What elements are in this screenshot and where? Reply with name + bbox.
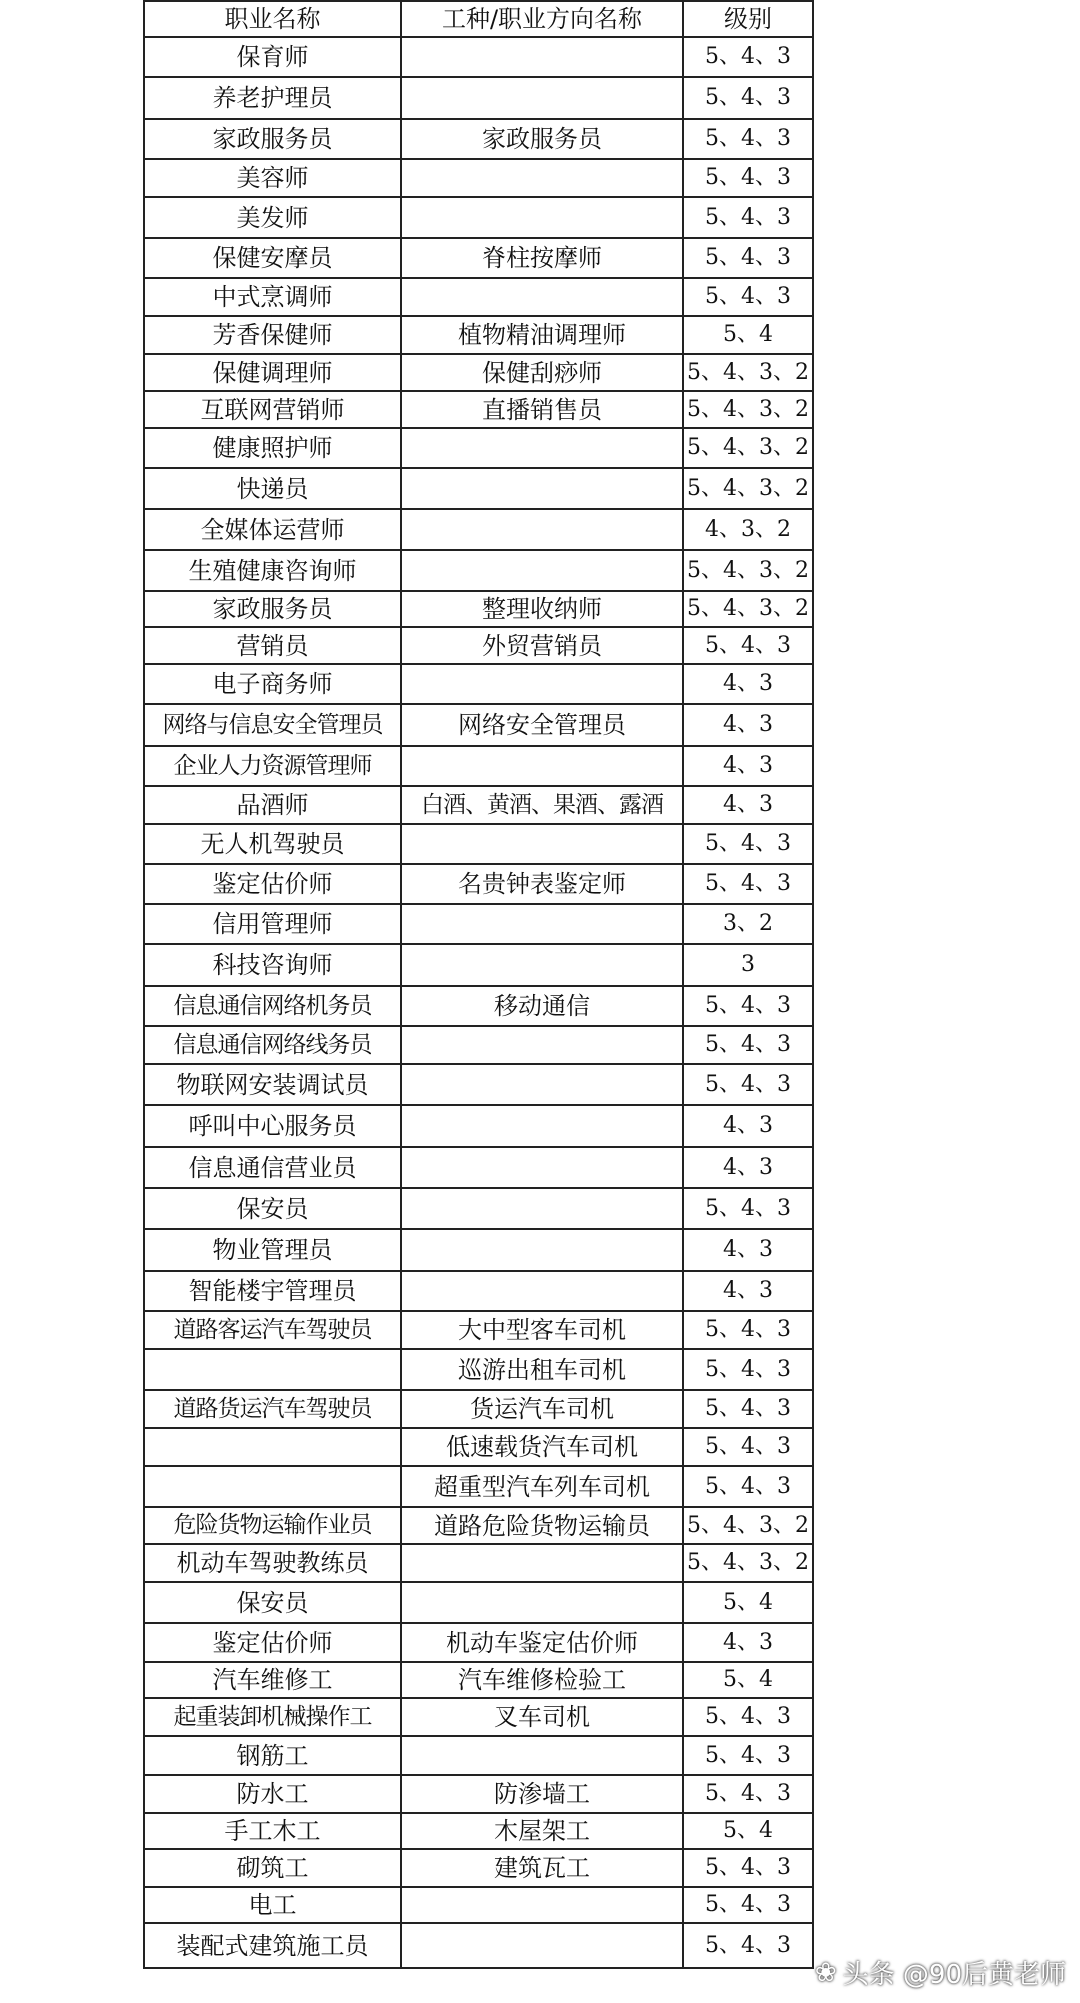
occupation-name-cell: 呼叫中心服务员 <box>144 1105 401 1147</box>
job-direction-cell: 白酒、黄酒、果酒、露酒 <box>401 786 683 824</box>
table-row <box>144 197 813 238</box>
level-cell: 5、4、3 <box>683 197 813 238</box>
job-direction-cell <box>401 278 683 316</box>
table-row <box>144 1466 813 1507</box>
table-row <box>144 1736 813 1775</box>
level-cell: 5、4、3 <box>683 864 813 904</box>
occupation-name-cell: 智能楼宇管理员 <box>144 1271 401 1311</box>
table-row <box>144 664 813 704</box>
level-cell: 4、3、2 <box>683 509 813 550</box>
occupation-name-cell: 物联网安装调试员 <box>144 1064 401 1105</box>
table-row <box>144 1887 813 1923</box>
table-row <box>144 864 813 904</box>
job-direction-cell: 移动通信 <box>401 986 683 1026</box>
occupation-name-cell: 快递员 <box>144 468 401 509</box>
occupation-name-cell: 鉴定估价师 <box>144 1623 401 1662</box>
job-direction-cell <box>401 1105 683 1147</box>
table-row <box>144 1105 813 1147</box>
job-direction-cell: 名贵钟表鉴定师 <box>401 864 683 904</box>
occupation-name-cell: 信息通信营业员 <box>144 1147 401 1188</box>
occupation-name-cell: 无人机驾驶员 <box>144 824 401 864</box>
level-cell: 5、4、3、2 <box>683 591 813 627</box>
occupation-name-cell: 芳香保健师 <box>144 316 401 354</box>
table-row <box>144 1544 813 1582</box>
occupation-name-cell: 家政服务员 <box>144 591 401 627</box>
level-cell: 5、4 <box>683 1813 813 1849</box>
job-direction-cell <box>401 159 683 197</box>
job-direction-cell <box>401 550 683 591</box>
table-row <box>144 1064 813 1105</box>
table-row <box>144 509 813 550</box>
level-cell: 5、4 <box>683 1662 813 1698</box>
occupation-name-cell: 科技咨询师 <box>144 944 401 986</box>
job-direction-cell: 植物精油调理师 <box>401 316 683 354</box>
job-direction-cell <box>401 468 683 509</box>
occupation-name-cell: 鉴定估价师 <box>144 864 401 904</box>
level-cell: 5、4、3 <box>683 824 813 864</box>
job-direction-cell: 家政服务员 <box>401 119 683 159</box>
level-cell: 5、4、3 <box>683 1349 813 1390</box>
level-cell: 4、3 <box>683 1229 813 1271</box>
job-direction-cell <box>401 1887 683 1923</box>
job-direction-cell: 建筑瓦工 <box>401 1849 683 1887</box>
level-cell: 3 <box>683 944 813 986</box>
job-direction-cell <box>401 746 683 786</box>
job-direction-cell: 木屋架工 <box>401 1813 683 1849</box>
table-row <box>144 627 813 664</box>
table-row <box>144 986 813 1026</box>
occupation-name-cell: 保安员 <box>144 1582 401 1623</box>
table-row <box>144 550 813 591</box>
job-direction-cell <box>401 37 683 77</box>
job-direction-cell: 外贸营销员 <box>401 627 683 664</box>
occupation-name-cell: 砌筑工 <box>144 1849 401 1887</box>
job-direction-cell: 道路危险货物运输员 <box>401 1507 683 1544</box>
occupation-name-cell: 电工 <box>144 1887 401 1923</box>
occupation-name-cell: 道路客运汽车驾驶员 <box>144 1311 401 1349</box>
job-direction-cell: 防渗墙工 <box>401 1775 683 1813</box>
level-cell: 5、4、3 <box>683 119 813 159</box>
level-cell: 5、4、3 <box>683 1188 813 1229</box>
occupation-name-cell: 起重装卸机械操作工 <box>144 1698 401 1736</box>
level-cell: 5、4 <box>683 1582 813 1623</box>
occupation-name-cell: 防水工 <box>144 1775 401 1813</box>
table-row <box>144 1623 813 1662</box>
level-cell: 5、4、3、2 <box>683 550 813 591</box>
job-direction-cell: 货运汽车司机 <box>401 1390 683 1428</box>
occupation-name-cell <box>144 1428 401 1466</box>
job-direction-cell <box>401 1582 683 1623</box>
job-direction-cell <box>401 428 683 468</box>
job-direction-cell <box>401 824 683 864</box>
occupation-name-cell: 保健调理师 <box>144 354 401 391</box>
occupation-name-cell: 中式烹调师 <box>144 278 401 316</box>
occupation-name-cell: 保安员 <box>144 1188 401 1229</box>
occupation-name-cell: 生殖健康咨询师 <box>144 550 401 591</box>
occupation-name-cell: 道路货运汽车驾驶员 <box>144 1390 401 1428</box>
level-cell: 4、3 <box>683 1105 813 1147</box>
level-cell: 5、4、3 <box>683 1311 813 1349</box>
occupation-name-cell: 危险货物运输作业员 <box>144 1507 401 1544</box>
level-cell: 4、3 <box>683 664 813 704</box>
level-cell: 5、4、3 <box>683 1849 813 1887</box>
level-cell: 4、3 <box>683 704 813 746</box>
job-direction-cell: 机动车鉴定估价师 <box>401 1623 683 1662</box>
header-job-direction: 工种/职业方向名称 <box>401 1 683 37</box>
level-cell: 4、3 <box>683 746 813 786</box>
job-direction-cell <box>401 944 683 986</box>
occupation-name-cell: 美发师 <box>144 197 401 238</box>
occupation-name-cell: 养老护理员 <box>144 77 401 119</box>
level-cell: 4、3 <box>683 1623 813 1662</box>
occupation-name-cell: 保健安摩员 <box>144 238 401 278</box>
job-direction-cell: 直播销售员 <box>401 391 683 428</box>
job-direction-cell: 低速载货汽车司机 <box>401 1428 683 1466</box>
table-row <box>144 1582 813 1623</box>
job-direction-cell <box>401 509 683 550</box>
job-direction-cell: 叉车司机 <box>401 1698 683 1736</box>
job-direction-cell: 巡游出租车司机 <box>401 1349 683 1390</box>
table-row <box>144 428 813 468</box>
level-cell: 4、3 <box>683 1147 813 1188</box>
table-row <box>144 1849 813 1887</box>
occupation-name-cell: 手工木工 <box>144 1813 401 1849</box>
table-row <box>144 468 813 509</box>
occupation-name-cell: 美容师 <box>144 159 401 197</box>
level-cell: 5、4、3 <box>683 1466 813 1507</box>
table-row <box>144 1229 813 1271</box>
table-row <box>144 1188 813 1229</box>
table-row <box>144 238 813 278</box>
table-row <box>144 37 813 77</box>
table-row <box>144 159 813 197</box>
level-cell: 5、4 <box>683 316 813 354</box>
level-cell: 5、4、3 <box>683 1775 813 1813</box>
table-row <box>144 1698 813 1736</box>
header-occupation-name: 职业名称 <box>144 1 401 37</box>
level-cell: 5、4、3 <box>683 37 813 77</box>
occupation-name-cell: 营销员 <box>144 627 401 664</box>
table-row <box>144 278 813 316</box>
table-row <box>144 1390 813 1428</box>
occupation-name-cell <box>144 1349 401 1390</box>
job-direction-cell <box>401 1188 683 1229</box>
level-cell: 5、4、3、2 <box>683 391 813 428</box>
level-cell: 5、4、3、2 <box>683 468 813 509</box>
table-row <box>144 1923 813 1968</box>
occupation-name-cell: 企业人力资源管理师 <box>144 746 401 786</box>
job-direction-cell: 网络安全管理员 <box>401 704 683 746</box>
occupation-name-cell <box>144 1466 401 1507</box>
level-cell: 5、4、3 <box>683 986 813 1026</box>
level-cell: 5、4、3 <box>683 1736 813 1775</box>
job-direction-cell: 脊柱按摩师 <box>401 238 683 278</box>
job-direction-cell <box>401 664 683 704</box>
table-row <box>144 354 813 391</box>
table-row <box>144 904 813 944</box>
watermark-text: 头条 @90后黄老师 <box>842 1960 1066 1990</box>
job-direction-cell: 超重型汽车列车司机 <box>401 1466 683 1507</box>
level-cell: 5、4、3 <box>683 1390 813 1428</box>
occupation-table <box>143 0 814 1969</box>
occupation-name-cell: 家政服务员 <box>144 119 401 159</box>
level-cell: 5、4、3 <box>683 1923 813 1968</box>
occupation-name-cell: 网络与信息安全管理员 <box>144 704 401 746</box>
level-cell: 5、4、3 <box>683 238 813 278</box>
occupation-name-cell: 信息通信网络机务员 <box>144 986 401 1026</box>
occupation-table-container <box>143 0 812 1969</box>
occupation-name-cell: 保育师 <box>144 37 401 77</box>
job-direction-cell <box>401 197 683 238</box>
occupation-name-cell: 机动车驾驶教练员 <box>144 1544 401 1582</box>
level-cell: 5、4、3 <box>683 1026 813 1064</box>
occupation-name-cell: 装配式建筑施工员 <box>144 1923 401 1968</box>
table-row <box>144 1507 813 1544</box>
table-row <box>144 1428 813 1466</box>
job-direction-cell <box>401 1544 683 1582</box>
table-body <box>144 37 813 1968</box>
table-row <box>144 77 813 119</box>
job-direction-cell <box>401 1026 683 1064</box>
table-row <box>144 1026 813 1064</box>
table-row <box>144 316 813 354</box>
level-cell: 4、3 <box>683 786 813 824</box>
level-cell: 5、4、3、2 <box>683 354 813 391</box>
job-direction-cell: 大中型客车司机 <box>401 1311 683 1349</box>
table-row <box>144 704 813 746</box>
table-row <box>144 1311 813 1349</box>
level-cell: 5、4、3 <box>683 1064 813 1105</box>
table-row <box>144 824 813 864</box>
level-cell: 5、4、3、2 <box>683 1507 813 1544</box>
job-direction-cell: 汽车维修检验工 <box>401 1662 683 1698</box>
table-row <box>144 1775 813 1813</box>
level-cell: 5、4、3 <box>683 77 813 119</box>
table-row <box>144 944 813 986</box>
occupation-name-cell: 品酒师 <box>144 786 401 824</box>
job-direction-cell: 保健刮痧师 <box>401 354 683 391</box>
job-direction-cell <box>401 1064 683 1105</box>
level-cell: 5、4、3 <box>683 1698 813 1736</box>
level-cell: 5、4、3、2 <box>683 1544 813 1582</box>
wechat-channel-icon: ❀ <box>814 1957 837 1988</box>
job-direction-cell <box>401 77 683 119</box>
occupation-name-cell: 电子商务师 <box>144 664 401 704</box>
header-level: 级别 <box>683 1 813 37</box>
occupation-name-cell: 全媒体运营师 <box>144 509 401 550</box>
occupation-name-cell: 互联网营销师 <box>144 391 401 428</box>
job-direction-cell <box>401 1271 683 1311</box>
occupation-name-cell: 钢筋工 <box>144 1736 401 1775</box>
level-cell: 4、3 <box>683 1271 813 1311</box>
occupation-name-cell: 物业管理员 <box>144 1229 401 1271</box>
job-direction-cell <box>401 1229 683 1271</box>
job-direction-cell: 整理收纳师 <box>401 591 683 627</box>
job-direction-cell <box>401 904 683 944</box>
table-row <box>144 1271 813 1311</box>
job-direction-cell <box>401 1736 683 1775</box>
occupation-name-cell: 信用管理师 <box>144 904 401 944</box>
watermark <box>815 1954 1066 1991</box>
level-cell: 3、2 <box>683 904 813 944</box>
level-cell: 5、4、3 <box>683 159 813 197</box>
level-cell: 5、4、3 <box>683 1887 813 1923</box>
table-row <box>144 391 813 428</box>
table-header-row <box>144 1 813 37</box>
table-row <box>144 119 813 159</box>
occupation-name-cell: 健康照护师 <box>144 428 401 468</box>
level-cell: 5、4、3 <box>683 278 813 316</box>
table-row <box>144 1813 813 1849</box>
table-row <box>144 1147 813 1188</box>
level-cell: 5、4、3、2 <box>683 428 813 468</box>
table-row <box>144 786 813 824</box>
job-direction-cell <box>401 1923 683 1968</box>
occupation-name-cell: 信息通信网络线务员 <box>144 1026 401 1064</box>
job-direction-cell <box>401 1147 683 1188</box>
level-cell: 5、4、3 <box>683 1428 813 1466</box>
table-row <box>144 1662 813 1698</box>
table-row <box>144 1349 813 1390</box>
table-row <box>144 746 813 786</box>
level-cell: 5、4、3 <box>683 627 813 664</box>
table-row <box>144 591 813 627</box>
occupation-name-cell: 汽车维修工 <box>144 1662 401 1698</box>
